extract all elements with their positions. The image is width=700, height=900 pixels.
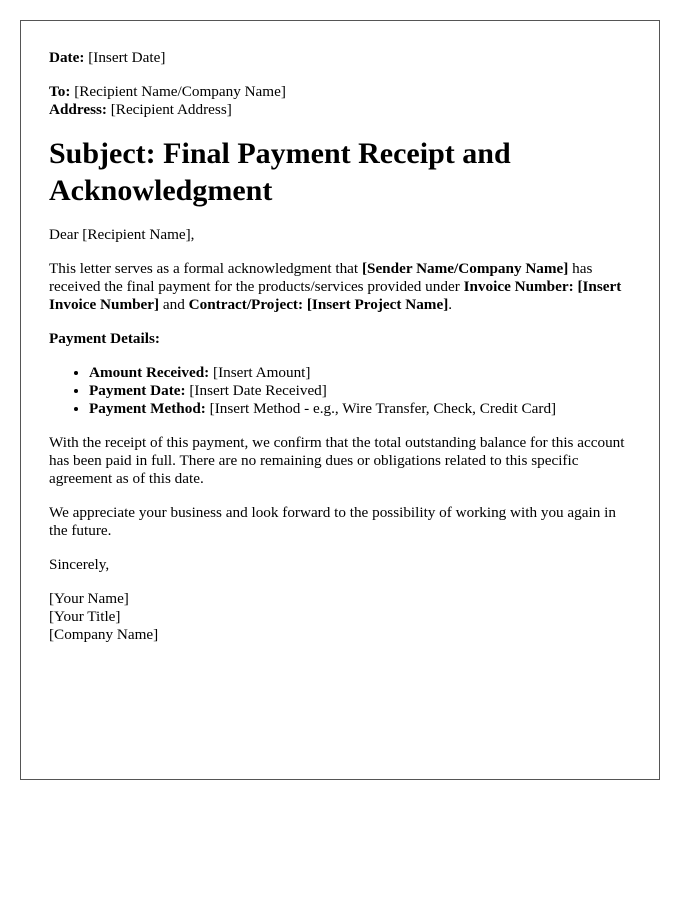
address-value: [Recipient Address] [110, 101, 232, 118]
sender-name: [Sender Name/Company Name] [361, 260, 569, 277]
address-line [49, 101, 631, 119]
subject-heading: Subject: Final Payment Receipt and Acknowledgment [49, 137, 511, 207]
list-item [89, 400, 631, 418]
intro-paragraph [49, 260, 631, 314]
letter-page [20, 20, 660, 780]
payment-details-heading [49, 330, 631, 348]
date-value: [Insert Date] [88, 49, 166, 66]
signer-name: [Your Name] [49, 590, 129, 607]
address-label: Address: [49, 101, 107, 118]
amount-value: [Insert Amount] [213, 364, 311, 381]
payment-method-value: [Insert Method - e.g., Wire Transfer, Check, Credit Card] [209, 400, 557, 417]
to-label: To: [49, 83, 71, 100]
payment-method-label: Payment Method: [89, 400, 206, 417]
signature-block [49, 590, 631, 644]
list-item [89, 364, 631, 382]
amount-label: Amount Received: [89, 364, 210, 381]
salutation: Dear [Recipient Name], [49, 226, 195, 243]
date-label: Date: [49, 49, 85, 66]
to-value: [Recipient Name/Company Name] [74, 83, 286, 100]
payment-date-label: Payment Date: [89, 382, 186, 399]
contract-project: Contract/Project: [Insert Project Name] [188, 296, 449, 313]
payment-details-list [49, 364, 631, 418]
to-line [49, 83, 631, 101]
intro-text-3: and [159, 296, 189, 313]
payment-date-value: [Insert Date Received] [189, 382, 327, 399]
appreciation-paragraph: We appreciate your business and look forward to the possibility of working with you again in the future. [49, 504, 616, 539]
list-item [89, 382, 631, 400]
invoice-number: Invoice Number: [Insert Invoice Number] [49, 278, 622, 313]
intro-text-2: has received the final payment for the products/services provided under [49, 260, 593, 295]
closing: Sincerely, [49, 556, 110, 573]
signer-company: [Company Name] [49, 626, 159, 643]
signer-title: [Your Title] [49, 608, 121, 625]
payment-details-heading-text: Payment Details: [49, 330, 160, 347]
date-line [49, 49, 631, 67]
recipient-block [49, 83, 631, 119]
intro-text-4: . [448, 296, 453, 313]
confirmation-paragraph: With the receipt of this payment, we confirm that the total outstanding balance for this account has been paid in full. There are no remaining dues or obligations related to this specific agreement as of this date. [49, 434, 625, 487]
intro-text-1: This letter serves as a formal acknowledgment that [49, 260, 362, 277]
